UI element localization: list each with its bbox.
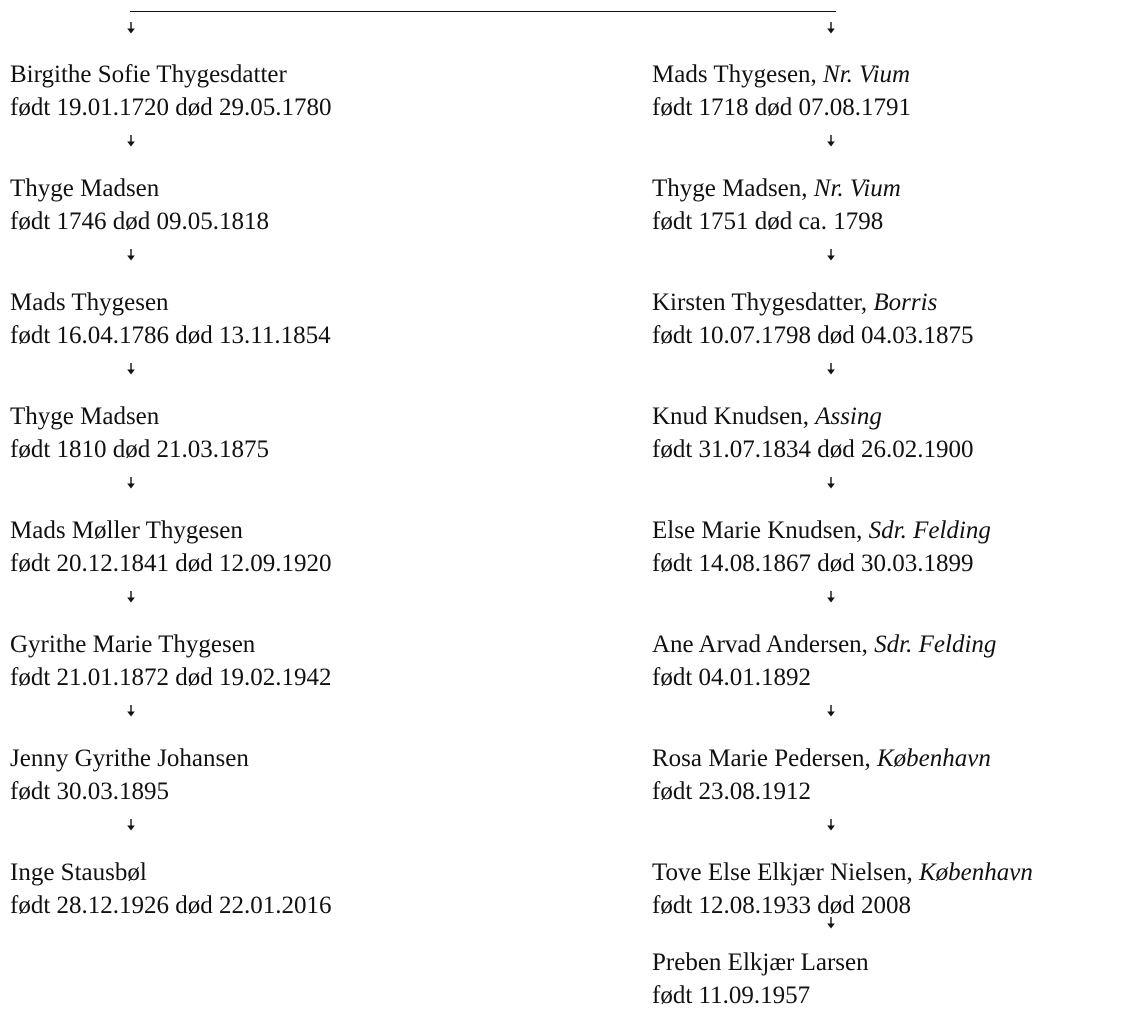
person-entry: [10, 58, 332, 124]
person-name: Kirsten Thygesdatter: [652, 289, 861, 316]
person-name-line: [652, 946, 869, 979]
down-arrow-icon: [126, 705, 136, 717]
person-dates: født 31.07.1834 død 26.02.1900: [652, 436, 974, 463]
person-name: Rosa Marie Pedersen: [652, 745, 865, 772]
person-name: Thyge Madsen: [652, 175, 802, 202]
down-arrow-icon: [126, 477, 136, 489]
person-dates: født 11.09.1957: [652, 982, 811, 1009]
person-name-line: [10, 286, 331, 319]
down-arrow-icon: [826, 591, 836, 603]
person-entry: [652, 172, 901, 238]
person-entry: [10, 286, 331, 352]
top-connector-line: [130, 11, 836, 12]
person-place: København: [918, 859, 1033, 886]
person-name: Thyge Madsen: [10, 403, 160, 430]
down-arrow-icon: [826, 477, 836, 489]
person-entry: [10, 514, 332, 580]
person-place: Sdr. Felding: [868, 517, 991, 544]
down-arrow-icon: [126, 22, 136, 34]
down-arrow-icon: [126, 135, 136, 147]
person-place: Nr. Vium: [813, 175, 901, 202]
down-arrow-icon: [126, 363, 136, 375]
person-place: København: [876, 745, 991, 772]
person-dates: født 1810 død 21.03.1875: [10, 436, 270, 463]
person-name: Thyge Madsen: [10, 175, 160, 202]
person-name-line: Thyge Madsen, Nr. Vium: [652, 175, 901, 202]
person-entry: [10, 172, 269, 238]
person-name: Ane Arvad Andersen: [652, 631, 862, 658]
person-name: Else Marie Knudsen: [652, 517, 857, 544]
person-name-line: Kirsten Thygesdatter, Borris: [652, 289, 938, 316]
person-name: Mads Thygesen: [652, 61, 811, 88]
down-arrow-icon: [126, 249, 136, 261]
person-name-line: [10, 58, 332, 91]
down-arrow-icon: [826, 363, 836, 375]
down-arrow-icon: [826, 705, 836, 717]
person-name-line: [10, 856, 332, 889]
person-entry: [652, 58, 911, 124]
person-name: Mads Møller Thygesen: [10, 517, 243, 544]
person-name: Mads Thygesen: [10, 289, 169, 316]
person-dates: født 14.08.1867 død 30.03.1899: [652, 550, 974, 577]
person-entry: [652, 514, 991, 580]
person-name-line: [10, 514, 332, 547]
person-name: Inge Stausbøl: [10, 859, 147, 886]
person-dates: født 16.04.1786 død 13.11.1854: [10, 322, 331, 349]
person-entry: [652, 946, 869, 1012]
down-arrow-icon: [826, 22, 836, 34]
person-dates: født 23.08.1912: [652, 778, 812, 805]
person-name-line: Else Marie Knudsen, Sdr. Felding: [652, 517, 991, 544]
person-name-line: Knud Knudsen, Assing: [652, 403, 882, 430]
down-arrow-icon: [126, 591, 136, 603]
person-name-line: Mads Thygesen, Nr. Vium: [652, 61, 911, 88]
person-place: Assing: [815, 403, 882, 430]
down-arrow-icon: [826, 249, 836, 261]
person-entry: [652, 628, 996, 694]
person-name: Preben Elkjær Larsen: [652, 949, 869, 976]
person-name-line: [10, 742, 249, 775]
person-entry: [10, 628, 332, 694]
person-dates: født 21.01.1872 død 19.02.1942: [10, 664, 332, 691]
down-arrow-icon: [126, 819, 136, 831]
person-dates: født 20.12.1841 død 12.09.1920: [10, 550, 332, 577]
down-arrow-icon: [826, 917, 836, 929]
person-entry: [652, 400, 974, 466]
person-entry: [652, 742, 991, 808]
down-arrow-icon: [826, 135, 836, 147]
person-entry: [10, 400, 269, 466]
person-dates: født 10.07.1798 død 04.03.1875: [652, 322, 974, 349]
person-place: Borris: [873, 289, 938, 316]
person-dates: født 28.12.1926 død 22.01.2016: [10, 892, 332, 919]
person-dates: født 30.03.1895: [10, 778, 170, 805]
person-dates: født 1751 død ca. 1798: [652, 208, 884, 235]
person-name-line: Tove Else Elkjær Nielsen, København: [652, 859, 1033, 886]
person-dates: født 12.08.1933 død 2008: [652, 892, 912, 919]
down-arrow-icon: [826, 819, 836, 831]
person-name: Jenny Gyrithe Johansen: [10, 745, 249, 772]
person-place: Nr. Vium: [823, 61, 911, 88]
person-name-line: [10, 400, 269, 433]
person-name-line: Rosa Marie Pedersen, København: [652, 745, 991, 772]
person-dates: født 19.01.1720 død 29.05.1780: [10, 94, 332, 121]
person-dates: født 1718 død 07.08.1791: [652, 94, 912, 121]
person-entry: [10, 742, 249, 808]
person-name: Gyrithe Marie Thygesen: [10, 631, 256, 658]
person-entry: [652, 286, 974, 352]
person-dates: født 04.01.1892: [652, 664, 812, 691]
person-name-line: [10, 628, 332, 661]
person-dates: født 1746 død 09.05.1818: [10, 208, 270, 235]
person-entry: [10, 856, 332, 922]
person-name-line: [10, 172, 269, 205]
person-name-line: Ane Arvad Andersen, Sdr. Felding: [652, 631, 997, 658]
person-name: Birgithe Sofie Thygesdatter: [10, 61, 287, 88]
person-place: Sdr. Felding: [874, 631, 997, 658]
person-entry: [652, 856, 1033, 922]
person-name: Knud Knudsen: [652, 403, 803, 430]
person-name: Tove Else Elkjær Nielsen: [652, 859, 907, 886]
